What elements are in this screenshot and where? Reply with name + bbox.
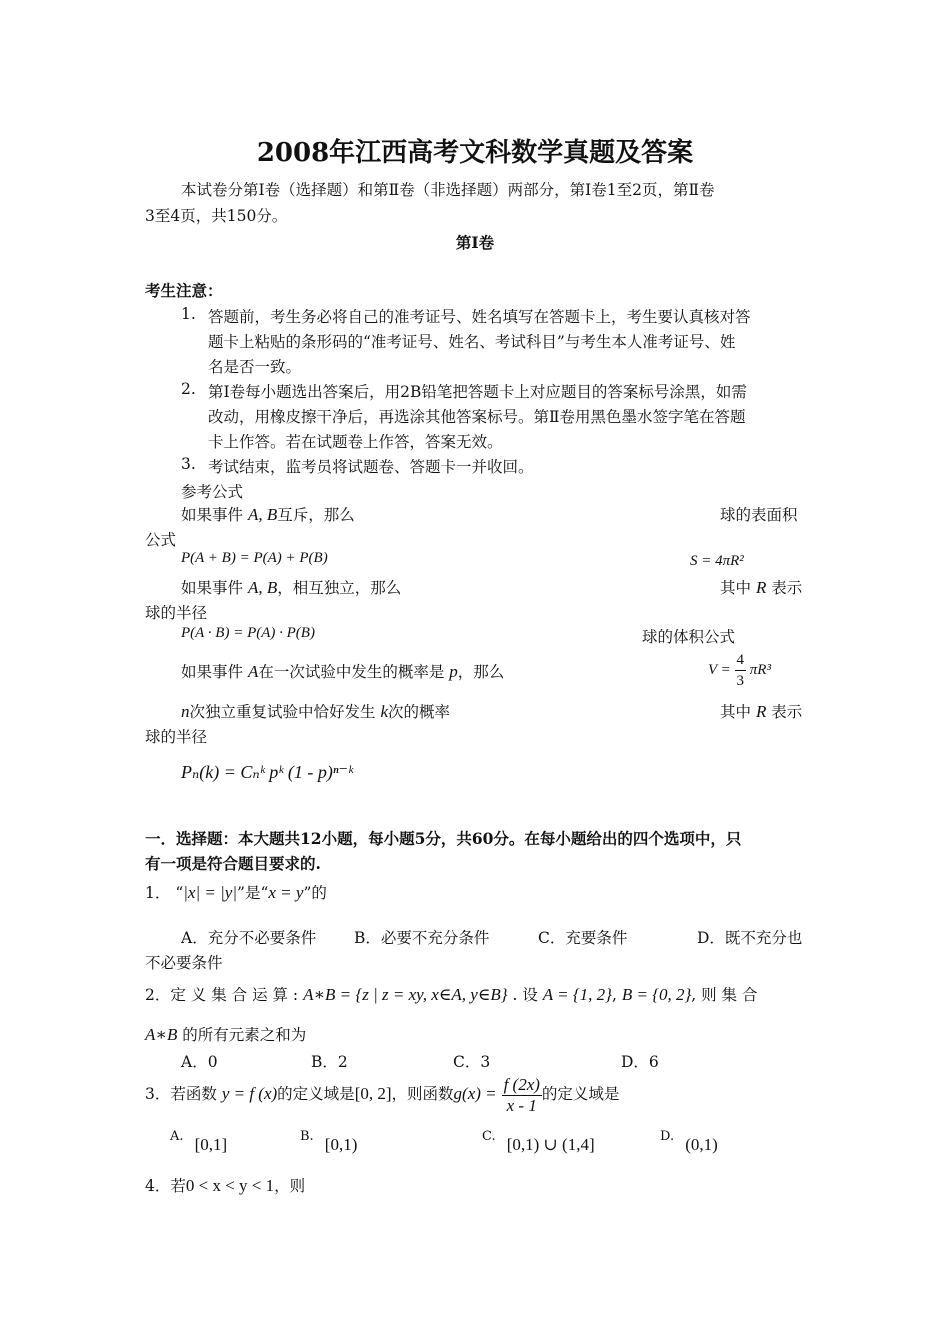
formula-addition-rule: P(A + B) = P(A) + P(B) — [181, 550, 328, 566]
question-2: 2．定 义 集 合 运 算 : A∗B = {z | z = xy, x∈A, y∈B} . 设 A = {1, 2}, B = {0, 2}, 则 集 合 — [145, 985, 758, 1004]
formula-condition-probability: 如果事件 A在一次试验中发生的概率是 p，那么 — [181, 662, 505, 681]
question-2-option-b: B．2 — [311, 1053, 348, 1071]
formula-heading: 参考公式 — [181, 483, 244, 501]
radius-note-wrap: 球的半径 — [145, 604, 208, 622]
question-2-option-a: A．0 — [181, 1053, 218, 1071]
question-1-option-a: A．充分不必要条件 — [181, 929, 317, 947]
formula-binomial: Pₙ(k) = Cₙᵏ pᵏ (1 - p)ⁿ⁻ᵏ — [181, 762, 354, 782]
question-2-option-d: D．6 — [621, 1053, 659, 1071]
question-3-option-c: C. [0,1) ∪ (1,4] — [482, 1129, 595, 1154]
notice-item-line: 答题前，考生务必将自己的准考证号、姓名填写在答题卡上，考生要认真核对答 — [208, 308, 751, 326]
question-1: 1． “|x| = |y|”是“x = y”的 — [145, 883, 327, 902]
notice-item-line: 卡上作答。若在试题卷上作答，答案无效。 — [208, 433, 503, 451]
part-heading-line-1: 一．选择题：本大题共12小题，每小题5分，共60分。在每小题给出的四个选项中，只 — [145, 829, 742, 848]
question-3: 3．若函数 y = f (x)的定义域是[0, 2]，则函数g(x) = $\frac{f (2x)}{x - 1}$ 的定义域是 — [145, 1074, 620, 1115]
part-heading-line-2: 有一项是符合题目要求的. — [145, 854, 321, 873]
page-title: 2008年江西高考文科数学真题及答案 — [256, 138, 694, 168]
radius-note: 其中 R 表示 — [720, 578, 803, 597]
question-3-option-d: D. (0,1) — [660, 1129, 718, 1154]
sphere-surface-formula: S = 4πR² — [690, 553, 744, 569]
formula-condition-independent: 如果事件 A, B，相互独立，那么 — [181, 578, 402, 597]
notice-item-line: 名是否一致。 — [208, 358, 302, 376]
sphere-volume-formula: V = $\frac{4}{3}$ πR³ — [708, 652, 771, 689]
formula-condition-exclusive: 如果事件 A, B互斥，那么 — [181, 505, 355, 524]
radius-note-wrap: 球的半径 — [145, 728, 208, 746]
sphere-surface-label: 球的表面积 — [720, 506, 798, 524]
question-3-option-a: A. [0,1] — [170, 1129, 228, 1154]
question-1-option-c: C．充要条件 — [538, 929, 628, 947]
question-4: 4．若0 < x < y < 1，则 — [145, 1176, 306, 1195]
question-1-option-d-wrap: 不必要条件 — [145, 954, 223, 972]
question-1-option-d: D．既不充分也 — [697, 929, 803, 947]
radius-note: 其中 R 表示 — [720, 702, 803, 721]
notice-item-number: 3. — [181, 455, 196, 473]
notice-item-line: 第Ⅰ卷每小题选出答案后，用2B铅笔把答题卡上对应题目的答案标号涂黑，如需 — [208, 383, 747, 401]
notice-item-line: 改动，用橡皮擦干净后，再选涂其他答案标号。第Ⅱ卷用黑色墨水签字笔在答题 — [208, 408, 746, 426]
notice-item-number: 1. — [181, 305, 196, 323]
section-heading: 第Ⅰ卷 — [455, 233, 495, 252]
question-2-option-c: C．3 — [453, 1053, 491, 1071]
intro-line-1: 本试卷分第Ⅰ卷（选择题）和第Ⅱ卷（非选择题）两部分，第Ⅰ卷1至2页，第Ⅱ卷 — [181, 181, 715, 199]
question-1-option-b: B．必要不充分条件 — [354, 929, 490, 947]
notice-heading: 考生注意： — [145, 281, 223, 300]
sphere-surface-label-wrap: 公式 — [145, 531, 177, 549]
notice-item-line: 题卡上粘贴的条形码的“准考证号、姓名、考试科目”与考生本人准考证号、姓 — [208, 333, 736, 351]
sphere-volume-label: 球的体积公式 — [642, 628, 736, 646]
formula-multiplication-rule: P(A · B) = P(A) · P(B) — [181, 625, 315, 641]
notice-item-number: 2. — [181, 380, 196, 398]
formula-binomial-description: n次独立重复试验中恰好发生 k次的概率 — [181, 702, 451, 721]
notice-item-line: 考试结束，监考员将试题卷、答题卡一并收回。 — [208, 458, 534, 476]
intro-line-2: 3至4页，共150分。 — [145, 207, 288, 225]
question-3-option-b: B. [0,1) — [300, 1129, 358, 1154]
question-2-line-2: A∗B 的所有元素之和为 — [145, 1025, 307, 1044]
